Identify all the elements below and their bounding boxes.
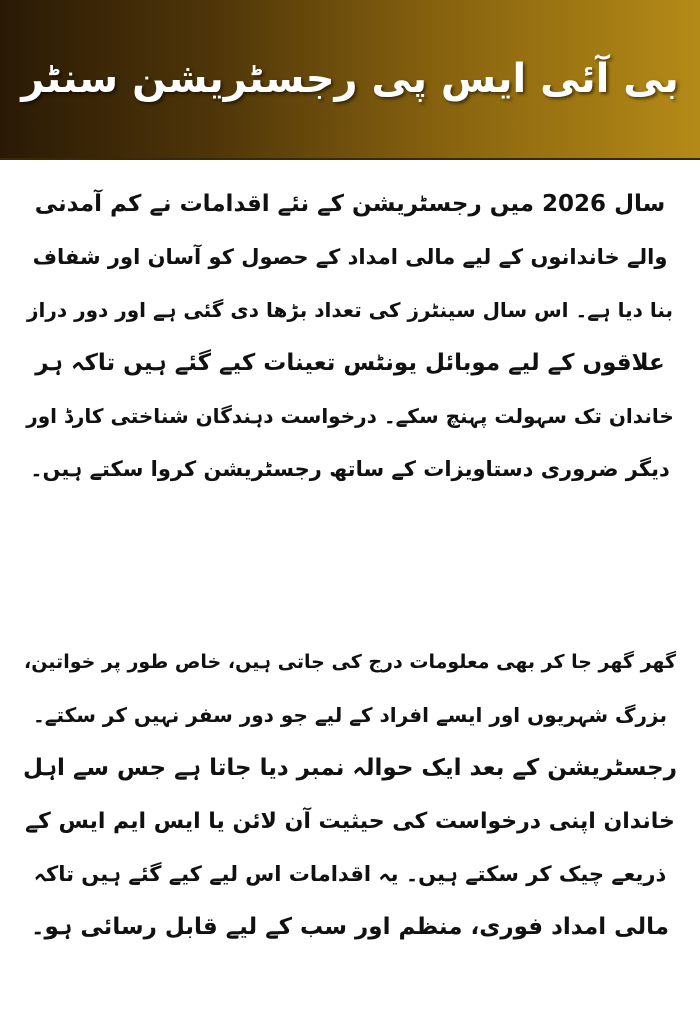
text-line: گھر گھر جا کر بھی معلومات درج کی جاتی ہیں، خاص طور پر خواتین، bbox=[23, 651, 676, 673]
text-line: ذریعے چیک کر سکتے ہیں۔ یہ اقدامات اس لیے کیے گئے ہیں تاکہ bbox=[33, 862, 667, 886]
text-line: رجسٹریشن کے بعد ایک حوالہ نمبر دیا جاتا ہے جس سے اہل bbox=[23, 755, 677, 781]
text-line: سال 2026 میں رجسٹریشن کے نئے اقدامات نے کم آمدنی bbox=[34, 191, 666, 217]
header-banner bbox=[0, 0, 700, 160]
paragraph-registration-2026 bbox=[22, 178, 678, 496]
text-line: بزرگ شہریوں اور ایسے افراد کے لیے جو دور سفر نہیں کر سکتے۔ bbox=[33, 703, 667, 727]
page-title: بی آئی ایس پی رجسٹریشن سنٹر bbox=[21, 56, 679, 102]
text-line: مالی امداد فوری، منظم اور سب کے لیے قابل رسائی ہو۔ bbox=[31, 914, 669, 940]
text-line: والے خاندانوں کے لیے مالی امداد کے حصول کو آسان اور شفاف bbox=[32, 245, 668, 269]
paragraph-home-visits bbox=[22, 636, 678, 954]
text-line: علاقوں کے لیے موبائل یونٹس تعینات کیے گئے ہیں تاکہ ہر bbox=[35, 350, 665, 376]
text-line: خاندان اپنی درخواست کی حیثیت آن لائن یا ایس ایم ایس کے bbox=[25, 809, 675, 834]
text-line: دیگر ضروری دستاویزات کے ساتھ رجسٹریشن کروا سکتے ہیں۔ bbox=[30, 457, 670, 481]
text-line: بنا دیا ہے۔ اس سال سینٹرز کی تعداد بڑھا دی گئی ہے اور دور دراز bbox=[26, 298, 674, 322]
text-line: خاندان تک سہولت پہنچ سکے۔ درخواست دہندگان شناختی کارڈ اور bbox=[26, 404, 674, 428]
